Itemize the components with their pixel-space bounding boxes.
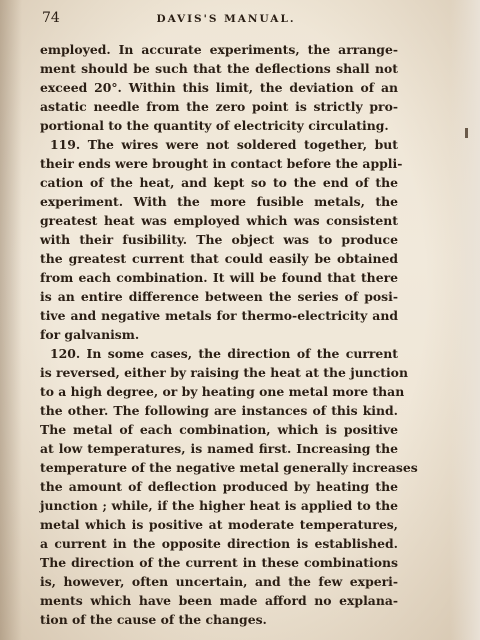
page-header bbox=[40, 8, 412, 30]
text-line: for galvanism. bbox=[40, 327, 140, 342]
text-line: the amount of deflection produced by heating the bbox=[40, 479, 398, 494]
book-page bbox=[40, 8, 418, 629]
text-line: 119. The wires were not soldered together, but bbox=[50, 137, 398, 152]
text-line: at low temperatures, is named first. Increasing the bbox=[40, 441, 398, 456]
binding-shadow bbox=[0, 0, 22, 640]
text-line: is, however, often uncertain, and the few experi- bbox=[40, 574, 398, 589]
text-line: is reversed, either by raising the heat at the junction bbox=[40, 365, 408, 380]
page-edge bbox=[450, 0, 480, 640]
text-line: metal which is positive at moderate temperatures, bbox=[40, 517, 398, 532]
text-line: 120. In some cases, the direction of the current bbox=[50, 346, 398, 361]
text-line: greatest heat was employed which was consistent bbox=[40, 213, 398, 228]
text-line: portional to the quantity of electricity circulating. bbox=[40, 118, 389, 133]
text-line: exceed 20°. Within this limit, the deviation of an bbox=[40, 80, 398, 95]
text-line: with their fusibility. The object was to produce bbox=[40, 232, 398, 247]
text-line: The direction of the current in these combinations bbox=[40, 555, 398, 570]
text-line: experiment. With the more fusible metals, the bbox=[40, 194, 398, 209]
text-line: ments which have been made afford no explana- bbox=[40, 593, 398, 608]
margin-mark bbox=[465, 128, 468, 138]
text-line: their ends were brought in contact before the appli- bbox=[40, 156, 403, 171]
text-line: junction ; while, if the higher heat is applied to the bbox=[40, 498, 398, 513]
text-line: ment should be such that the deflections shall not bbox=[40, 61, 398, 76]
text-line: cation of the heat, and kept so to the end of the bbox=[40, 175, 398, 190]
text-line: astatic needle from the zero point is strictly pro- bbox=[40, 99, 398, 114]
running-head: DAVIS'S MANUAL. bbox=[156, 13, 296, 25]
text-line: is an entire difference between the series of posi- bbox=[40, 289, 398, 304]
text-line: tion of the cause of the changes. bbox=[40, 612, 267, 627]
body-text bbox=[40, 40, 418, 629]
text-line: to a high degree, or by heating one metal more than bbox=[40, 384, 405, 399]
text-line: tive and negative metals for thermo-electricity and bbox=[40, 308, 398, 323]
text-line: from each combination. It will be found that there bbox=[40, 270, 398, 285]
text-line: the other. The following are instances of this kind. bbox=[40, 403, 398, 418]
text-line: the greatest current that could easily be obtained bbox=[40, 251, 398, 266]
text-line: temperature of the negative metal generally increases bbox=[40, 460, 418, 475]
page-number: 74 bbox=[42, 10, 60, 26]
text-line: employed. In accurate experiments, the arrange- bbox=[40, 42, 398, 57]
text-line: The metal of each combination, which is positive bbox=[40, 422, 398, 437]
text-line: a current in the opposite direction is established. bbox=[40, 536, 398, 551]
